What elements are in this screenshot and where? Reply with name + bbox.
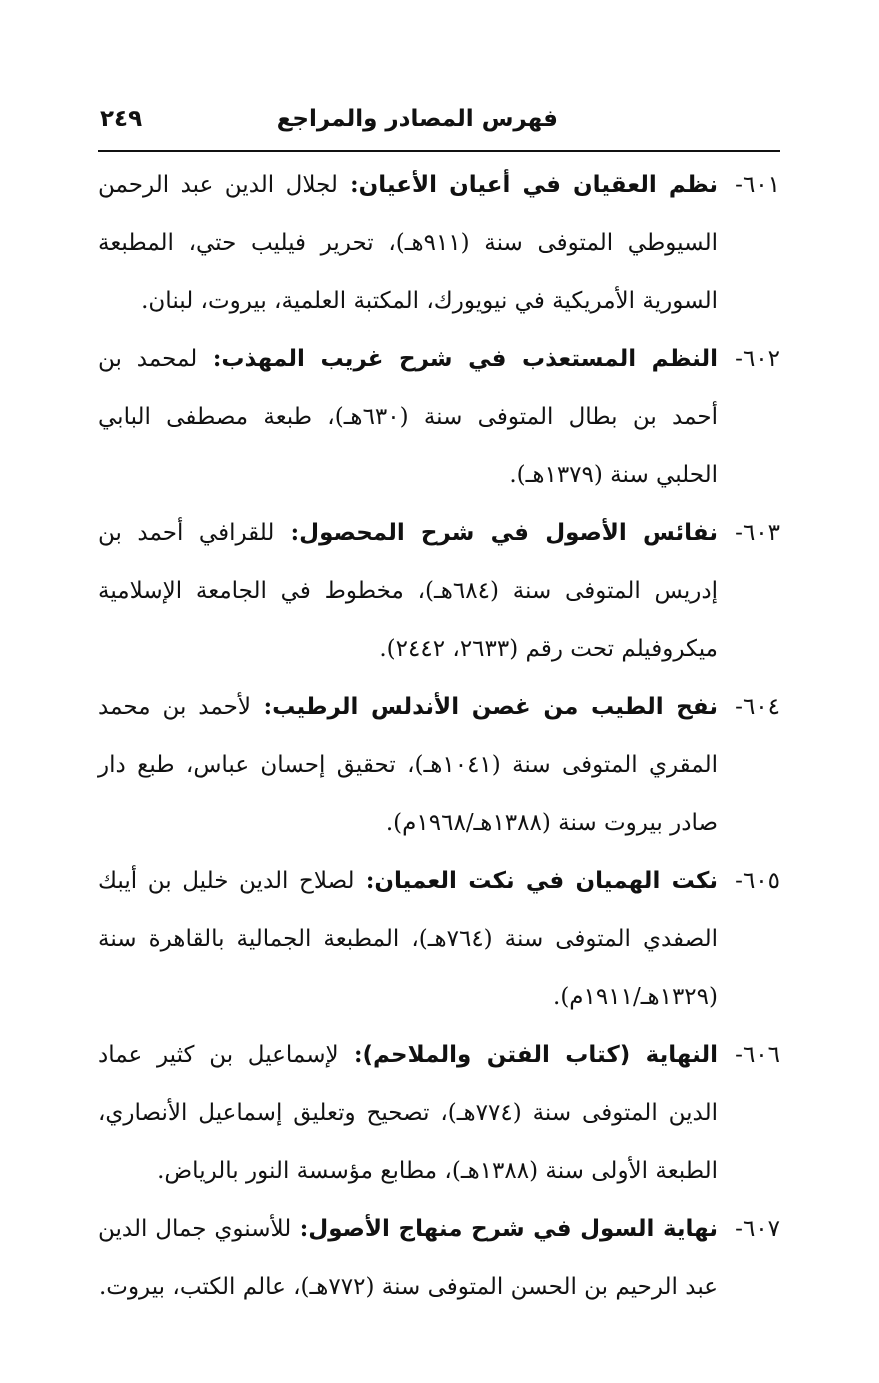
entry-text: لمحمد بن أحمد بن بطال المتوفى سنة (٦٣٠هـ)، طبعة مصطفى البابي الحلبي سنة (١٣٧٩هـ). [98, 346, 718, 488]
entry-text: لإسماعيل بن كثير عماد الدين المتوفى سنة (٧٧٤هـ)، تصحيح وتعليق إسماعيل الأنصاري، الطبعة الأولى سنة (١٣٨٨هـ)، مطابع مؤسسة النور بالرياض. [98, 1042, 718, 1184]
entry-title: النظم المستعذب في شرح غريب المهذب [221, 346, 719, 372]
running-title: فهرس المصادر والمراجع [276, 106, 558, 132]
entry-text: لجلال الدين عبد الرحمن السيوطي المتوفى سنة (٩١١هـ)، تحرير فيليب حتي، المطبعة السورية الأمريكية في نيويورك، المكتبة العلمية، بيروت، لبنان. [98, 172, 718, 314]
entry-title: نهاية السول في شرح منهاج الأصول [308, 1216, 718, 1242]
entry-text: لأحمد بن محمد المقري المتوفى سنة (١٠٤١هـ)، تحقيق إحسان عباس، طبع دار صادر بيروت سنة (١٣٨٨هـ/١٩٦٨م). [98, 694, 718, 836]
entry-title: نفائس الأصول في شرح المحصول [299, 520, 718, 546]
bibliography-entry: ٦٠٥- نكت الهميان في نكت العميان: لصلاح الدين خليل بن أيبك الصفدي المتوفى سنة (٧٦٤هـ)، المطبعة الجمالية بالقاهرة سنة (١٣٢٩هـ/١٩١١م). [98, 852, 780, 1026]
entry-text: للأسنوي جمال الدين عبد الرحيم بن الحسن المتوفى سنة (٧٧٢هـ)، عالم الكتب، بيروت. [98, 1216, 718, 1300]
entry-title: نفح الطيب من غصن الأندلس الرطيب [272, 694, 718, 720]
entry-number: ٦٠٤- [735, 694, 780, 720]
entry-title: نكت الهميان في نكت العميان [374, 868, 718, 894]
bibliography-entry: ٦٠٤- نفح الطيب من غصن الأندلس الرطيب: لأحمد بن محمد المقري المتوفى سنة (١٠٤١هـ)، تحقيق إحسان عباس، طبع دار صادر بيروت سنة (١٣٨٨هـ/١٩٦٨م). [98, 678, 780, 852]
page-header [98, 102, 780, 146]
entry-title: نظم العقيان في أعيان الأعيان [358, 172, 719, 198]
entry-number: ٦٠٧- [735, 1216, 780, 1242]
bibliography-entry: ٦٠٦- النهاية (كتاب الفتن والملاحم): لإسماعيل بن كثير عماد الدين المتوفى سنة (٧٧٤هـ)، تصحيح وتعليق إسماعيل الأنصاري، الطبعة الأولى سنة (١٣٨٨هـ)، مطابع مؤسسة النور بالرياض. [98, 1026, 780, 1200]
page-number: ٢٤٩ [100, 106, 143, 132]
header-divider [98, 150, 780, 152]
bibliography-entry: ٦٠١- نظم العقيان في أعيان الأعيان: لجلال الدين عبد الرحمن السيوطي المتوفى سنة (٩١١هـ)، تحرير فيليب حتي، المطبعة السورية الأمريكية في نيويورك، المكتبة العلمية، بيروت، لبنان. [98, 156, 780, 330]
bibliography-list [98, 156, 780, 1316]
entry-title: النهاية (كتاب الفتن والملاحم) [362, 1042, 718, 1068]
bibliography-entry: ٦٠٣- نفائس الأصول في شرح المحصول: للقرافي أحمد بن إدريس المتوفى سنة (٦٨٤هـ)، مخطوط في الجامعة الإسلامية ميكروفيلم تحت رقم (٢٦٣٣، ٢٤٤٢). [98, 504, 780, 678]
entry-text: لصلاح الدين خليل بن أيبك الصفدي المتوفى سنة (٧٦٤هـ)، المطبعة الجمالية بالقاهرة سنة (١٣٢٩هـ/١٩١١م). [98, 868, 718, 1010]
entry-number: ٦٠٣- [735, 520, 780, 546]
entry-number: ٦٠٦- [735, 1042, 780, 1068]
entry-number: ٦٠٢- [735, 346, 780, 372]
bibliography-entry: ٦٠٧- نهاية السول في شرح منهاج الأصول: للأسنوي جمال الدين عبد الرحيم بن الحسن المتوفى سنة (٧٧٢هـ)، عالم الكتب، بيروت. [98, 1200, 780, 1316]
entry-number: ٦٠٥- [735, 868, 780, 894]
entry-text: للقرافي أحمد بن إدريس المتوفى سنة (٦٨٤هـ)، مخطوط في الجامعة الإسلامية ميكروفيلم تحت رقم (٢٦٣٣، ٢٤٤٢). [98, 520, 718, 662]
entry-number: ٦٠١- [735, 172, 780, 198]
bibliography-entry: ٦٠٢- النظم المستعذب في شرح غريب المهذب: لمحمد بن أحمد بن بطال المتوفى سنة (٦٣٠هـ)، طبعة مصطفى البابي الحلبي سنة (١٣٧٩هـ). [98, 330, 780, 504]
